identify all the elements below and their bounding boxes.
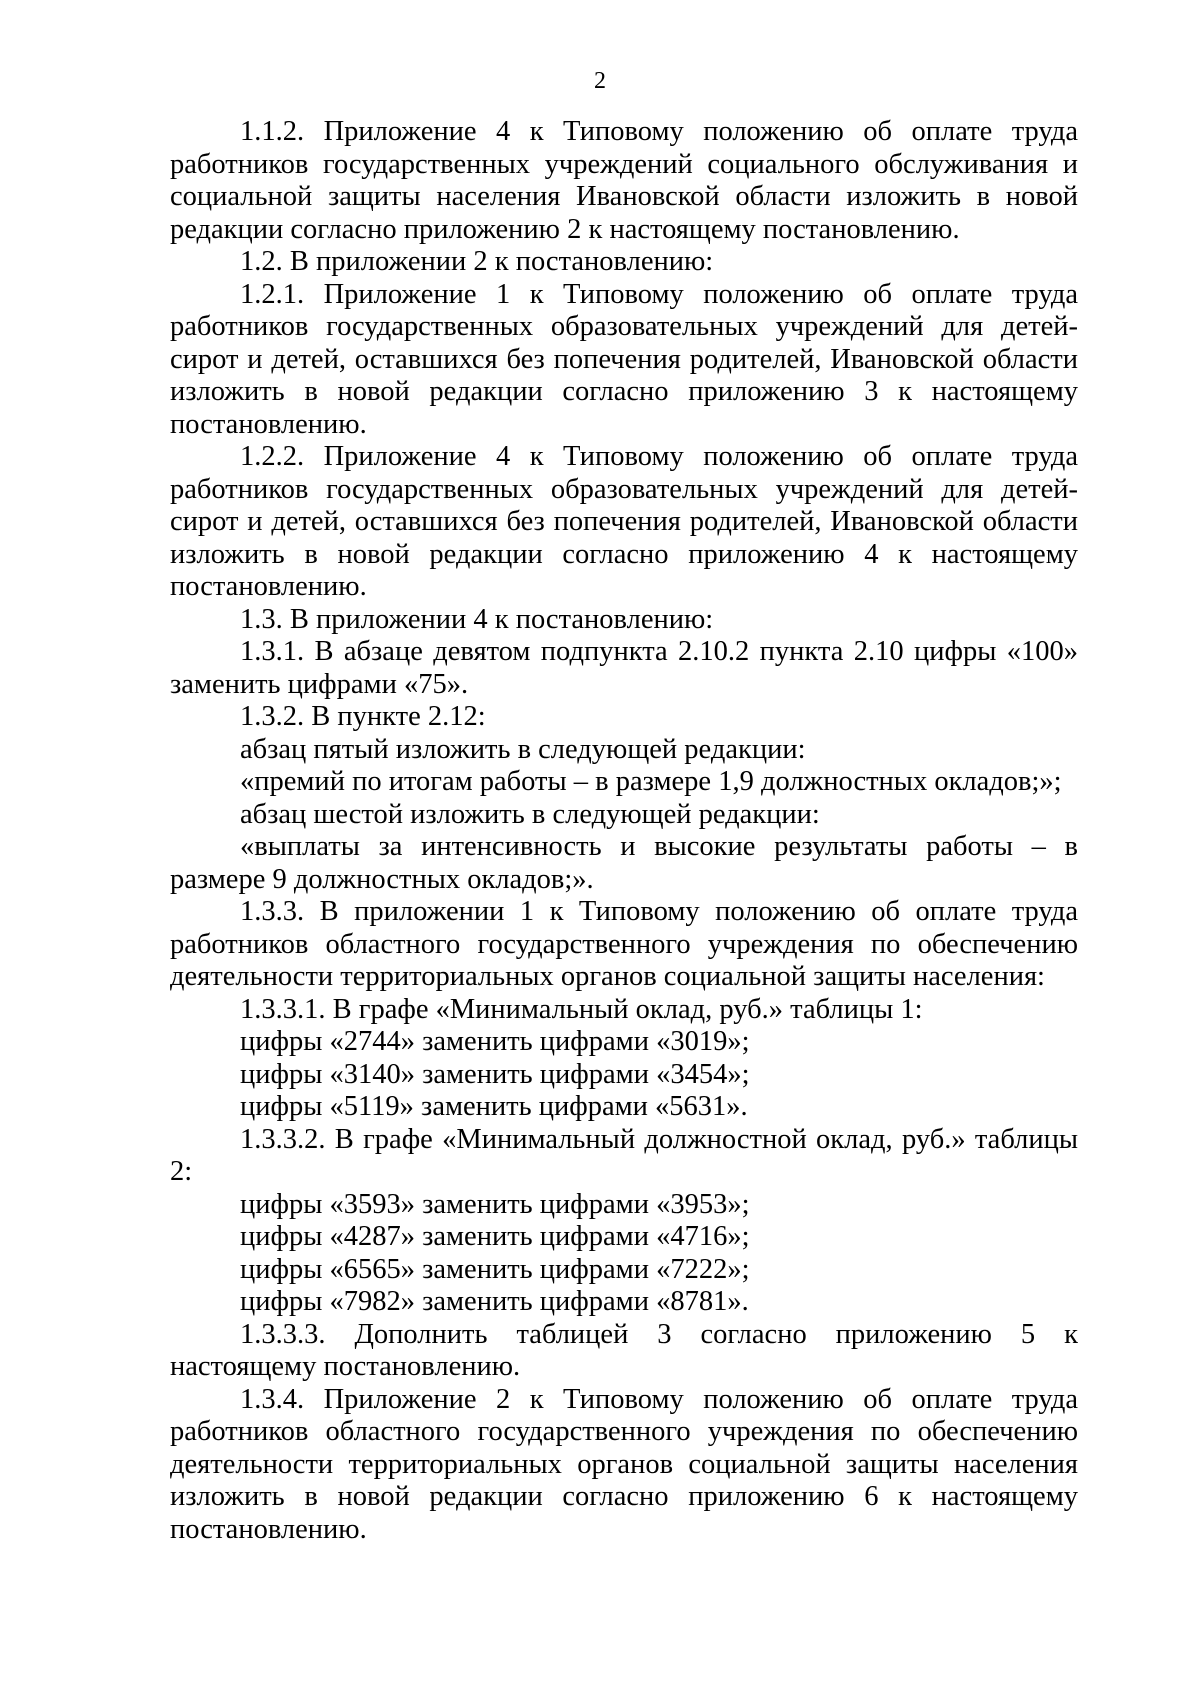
paragraph-1-2-2: 1.2.2. Приложение 4 к Типовому положению об оплате труда работников государственных образовательных учреждений для детей-сирот и детей, оставшихся без попечения родителей, Ивановской области изложить в новой редакции согласно приложению 4 к настоящему постановлению. [170,441,1078,602]
replace-line: цифры «2744» заменить цифрами «3019»; [240,1026,750,1057]
paragraph-abzac-6-intro: абзац шестой изложить в следующей редакции: [240,798,820,830]
paragraph-1-3: 1.3. В приложении 4 к постановлению: [240,603,714,635]
document-body [170,116,1078,1546]
replace-line: цифры «5119» заменить цифрами «5631». [240,1091,748,1122]
paragraph-1-2-1: 1.2.1. Приложение 1 к Типовому положению об оплате труда работников государственных образовательных учреждений для детей-сирот и детей, оставшихся без попечения родителей, Ивановской области изложить в новой редакции согласно приложению 3 к настоящему постановлению. [170,278,1078,440]
paragraph-1-1-2: 1.1.2. Приложение 4 к Типовому положению об оплате труда работников государственных учреждений социального обслуживания и социальной защиты населения Ивановской области изложить в новой редакции согласно приложению 2 к настоящему постановлению. [170,116,1078,245]
paragraph-1-3-3-3: 1.3.3.3. Дополнить таблицей 3 согласно приложению 5 к настоящему постановлению. [170,1318,1078,1382]
paragraph-abzac-6-text: «выплаты за интенсивность и высокие результаты работы – в размере 9 должностных окладов;». [170,831,1078,895]
replace-line: цифры «7982» заменить цифрами «8781». [240,1286,749,1317]
paragraph-1-3-1: 1.3.1. В абзаце девятом подпункта 2.10.2 пункта 2.10 цифры «100» заменить цифрами «75». [170,636,1078,700]
paragraph-1-3-3: 1.3.3. В приложении 1 к Типовому положению об оплате труда работников областного государственного учреждения по обеспечению деятельности территориальных органов социальной защиты населения: [170,896,1078,992]
paragraph-1-3-3-2: 1.3.3.2. В графе «Минимальный должностной оклад, руб.» таблицы 2: [170,1123,1078,1187]
paragraph-1-2: 1.2. В приложении 2 к постановлению: [240,246,714,277]
paragraph-abzac-5-text: «премий по итогам работы – в размере 1,9 должностных окладов;»; [240,766,1062,797]
paragraph-abzac-5-intro: абзац пятый изложить в следующей редакции: [240,733,806,765]
page-number: 2 [594,68,606,94]
paragraph-1-3-4: 1.3.4. Приложение 2 к Типовому положению об оплате труда работников областного государственного учреждения по обеспечению деятельности территориальных органов социальной защиты населения изложить в новой редакции согласно приложению 6 к настоящему постановлению. [170,1383,1078,1545]
replace-line: цифры «3593» заменить цифрами «3953»; [240,1188,750,1220]
paragraph-1-3-3-1: 1.3.3.1. В графе «Минимальный оклад, руб.» таблицы 1: [240,993,923,1025]
replace-line: цифры «6565» заменить цифрами «7222»; [240,1253,750,1285]
paragraph-1-3-2: 1.3.2. В пункте 2.12: [240,701,486,732]
replace-line: цифры «3140» заменить цифрами «3454»; [240,1058,750,1090]
replace-line: цифры «4287» заменить цифрами «4716»; [240,1221,750,1252]
